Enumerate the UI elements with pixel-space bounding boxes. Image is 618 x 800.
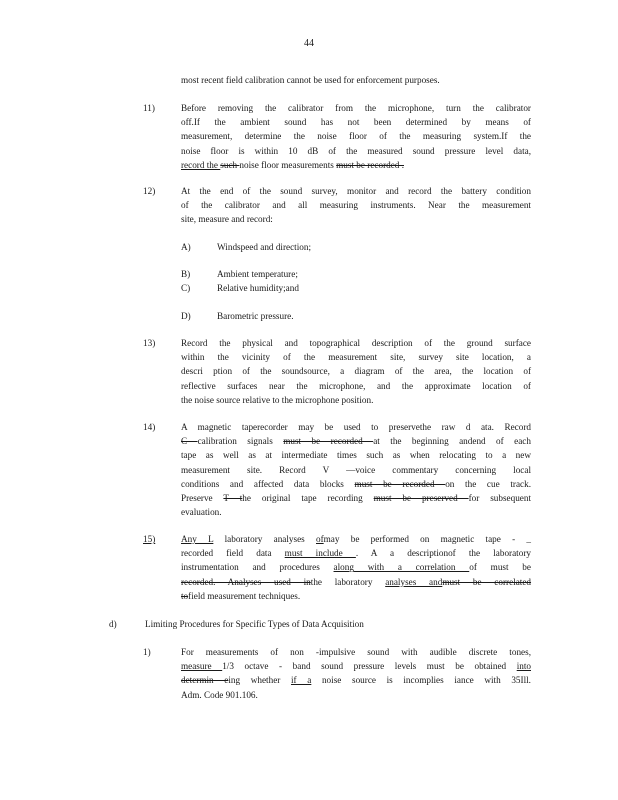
item-12-sub-b-label: B) (181, 269, 191, 279)
struck-deletion: must be recorded . (336, 159, 404, 170)
underlined-insertion: analyses and (385, 576, 443, 587)
item-14-paragraph (181, 420, 531, 519)
section-d-label: d) (109, 619, 117, 629)
plain-text: the laboratory (310, 576, 386, 587)
underlined-insertion: along with a correlation (333, 562, 470, 573)
plain-text: for subsequent (468, 493, 532, 504)
struck-deletion: recorded. Analyses used in (181, 576, 311, 587)
plain-text: noise floor measurements (239, 159, 337, 170)
plain-text: calibration signals (197, 436, 284, 447)
section-d-item-1-line-4: Adm. Code 901.106. (181, 689, 258, 700)
item-13-line-3: descri ption of the soundsource, a diagram of the area, the location of (181, 366, 531, 377)
item-15-line-4 (181, 575, 531, 589)
struck-deletion: T t (223, 493, 243, 504)
item-11-line-4: noise floor is within 10 dB of the measured sound pressure level data, (181, 145, 531, 156)
item-14-number: 14) (143, 422, 156, 432)
underlined-insertion: into (516, 661, 531, 672)
item-11-line-1: Before removing the calibrator from the microphone, turn the calibrator (181, 103, 531, 113)
section-d-title: Limiting Procedures for Specific Types of Data Acquisition (145, 619, 364, 629)
underlined-insertion: if a (290, 675, 312, 686)
item-15-number (143, 532, 155, 546)
section-d-item-1-line-1: For measurements of non -impulsive sound with audible discrete tones, (181, 647, 531, 657)
item-15-line-1 (181, 532, 531, 546)
item-14-line-7: evaluation. (181, 507, 222, 518)
item-12-sub-a-text: Windspeed and direction; (217, 242, 312, 252)
underlined-insertion: Any L (181, 534, 214, 544)
underlined-insertion: measure (181, 661, 223, 672)
plain-text: instrumentation and procedures (181, 562, 334, 573)
underlined-insertion: record the (181, 159, 221, 170)
struck-deletion: must be recorded (354, 478, 446, 489)
item-15-paragraph (181, 532, 531, 603)
plain-text: of must be (469, 562, 531, 573)
item-12-sub-c-text: Relative humidity;and (217, 283, 299, 293)
struck-deletion: must be recorded (283, 436, 374, 447)
plain-text: he original tape recording (242, 493, 374, 504)
plain-text: conditions and affected data blocks (181, 478, 355, 489)
item-15-line-5 (181, 589, 531, 603)
item-11-line-3: measurement, determine the noise floor of the measuring system.If the (181, 131, 531, 142)
section-d-item-1-paragraph (181, 645, 531, 702)
plain-text: may be performed on magnetic tape - _ (323, 534, 531, 544)
underlined-number: 15) (143, 534, 156, 544)
plain-text: . A a (355, 548, 408, 559)
plain-text: laboratory analyses (213, 534, 316, 544)
item-13-line-4: reflective surfaces near the microphone, and the approximate location of (181, 380, 531, 391)
item-12-sub-a-label: A) (181, 242, 191, 252)
plain-text: noise source is incomplies iance with 35Ill. (311, 675, 531, 686)
underlined-insertion: must include (284, 548, 356, 559)
item-13-line-2: within the vicinity of the measurement site, survey site location, a (181, 352, 531, 363)
intro-paragraph: most recent field calibration cannot be used for enforcement purposes. (181, 75, 440, 85)
struck-deletion: determin e (181, 675, 229, 686)
item-12-paragraph (181, 184, 531, 227)
section-d-item-1-line-2 (181, 659, 531, 673)
struck-deletion: to (181, 590, 189, 601)
plain-text: descriptionof the laboratory (407, 548, 531, 559)
item-12-sub-c-label: C) (181, 283, 191, 293)
item-13-line-5: the noise source relative to the microphone position. (181, 394, 374, 405)
item-12-line-1: At the end of the sound survey, monitor and record the battery condition (181, 186, 531, 196)
plain-text: 1/3 octave - band sound pressure levels must be obtained (222, 661, 517, 672)
struck-deletion: such (220, 159, 240, 170)
item-12-sub-b-text: Ambient temperature; (217, 269, 298, 279)
struck-deletion: C (181, 436, 198, 447)
item-14-line-5 (181, 477, 531, 491)
plain-text: at the beginning andend of each (373, 436, 531, 447)
plain-text: on the cue track. (445, 478, 531, 489)
page-number: 44 (304, 38, 314, 49)
struck-deletion: must be correlated (442, 576, 532, 587)
underlined-insertion: of (316, 534, 324, 544)
item-13-number: 13) (143, 338, 156, 348)
plain-text: field measurement techniques. (188, 590, 301, 601)
item-13-paragraph (181, 336, 531, 407)
item-12-line-3: site, measure and record: (181, 214, 273, 225)
item-15-line-2 (181, 546, 531, 560)
plain-text: ing whether (228, 675, 291, 686)
struck-deletion: must be preserved (373, 493, 469, 504)
item-11-line-2: off.If the ambient sound has not been determined by means of (181, 117, 531, 128)
item-11-number: 11) (143, 103, 155, 113)
item-14-line-6 (181, 491, 531, 505)
item-14-line-4: measurement site. Record V —voice commentary concerning local (181, 464, 531, 475)
item-14-line-3: tape as well as at intermediate times such as when relocating to a new (181, 450, 531, 461)
item-11-paragraph (181, 101, 531, 172)
item-12-sub-d-label: D) (181, 311, 191, 321)
item-12-line-2: of the calibrator and all measuring instruments. Near the measurement (181, 200, 531, 211)
plain-text: recorded field data (181, 548, 285, 559)
item-15-line-3 (181, 560, 531, 574)
item-11-line-5 (181, 158, 531, 172)
item-13-line-1: Record the physical and topographical description of the ground surface (181, 338, 531, 348)
item-12-number: 12) (143, 186, 156, 196)
item-14-line-1: A magnetic taperecorder may be used to preservethe raw d ata. Record (181, 422, 531, 432)
section-d-item-1-line-3 (181, 673, 531, 687)
section-d-item-1-number: 1) (143, 647, 151, 657)
item-14-line-2 (181, 434, 531, 448)
item-12-sub-d-text: Barometric pressure. (217, 311, 294, 321)
plain-text: Preserve (181, 493, 224, 504)
